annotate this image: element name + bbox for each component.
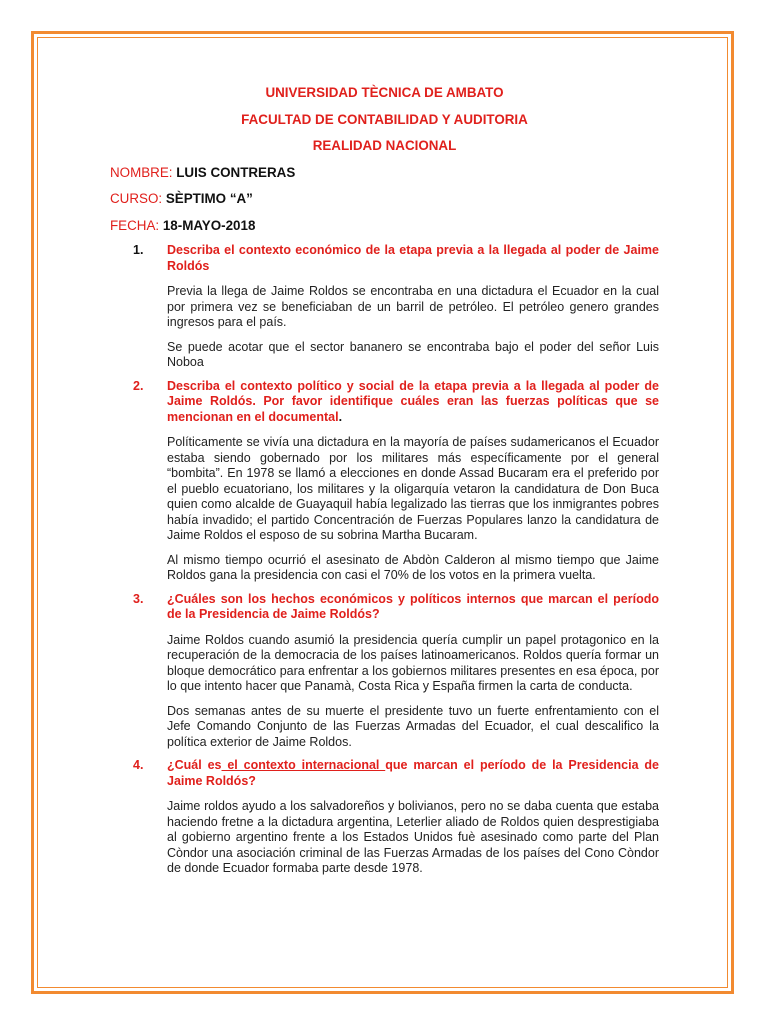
name-label: NOMBRE: bbox=[110, 164, 173, 180]
question-4-number: 4. bbox=[133, 758, 144, 772]
date-field bbox=[110, 217, 659, 235]
answer-3-paragraph-2: Dos semanas antes de su muerte el presidente tuvo un fuerte enfrentamiento con el Jefe Comando Conjunto de las Fuerzas Armadas del Ecuador, el cual descalifico la política exterior de Jaime Roldos. bbox=[167, 703, 659, 749]
question-2 bbox=[110, 379, 659, 426]
answer-4-paragraph-1: Jaime roldos ayudo a los salvadoreños y bolivianos, pero no se daba cuenta que estaba haciendo fretne a la dictadura argentina, Leterlier aliado de Roldos quien desprestigiaba al gobierno argentino frente a los Estados Unidos fuè asesinado como parte del Plan Còndor una asociación criminal de las Fuerzas Armadas de los países del Cono Còndor de donde Ecuador formaba parte desde 1978. bbox=[167, 799, 659, 875]
question-1 bbox=[110, 243, 659, 274]
subject-title: REALIDAD NACIONAL bbox=[312, 138, 457, 153]
question-1-number: 1. bbox=[133, 243, 144, 257]
question-2-number: 2. bbox=[133, 378, 144, 393]
answer-1-paragraph-2: Se puede acotar que el sector bananero se encontraba bajo el poder del señor Luis Noboa bbox=[167, 339, 659, 369]
question-2-text bbox=[167, 379, 659, 426]
question-3-text: ¿Cuáles son los hechos económicos y políticos internos que marcan el período de la Presidencia de Jaime Roldós? bbox=[167, 591, 659, 621]
question-4-underlined: el contexto internacional bbox=[221, 758, 386, 772]
date-value: 18-MAYO-2018 bbox=[162, 217, 256, 233]
course-field bbox=[110, 190, 659, 208]
answer-1-paragraph-1: Previa la llega de Jaime Roldos se encontraba en una dictadura el Ecuador en la cual por primera vez se beneficiaban de un barril de petróleo. El petróleo genero grandes ingresos para el país. bbox=[167, 284, 659, 329]
question-3 bbox=[110, 592, 659, 623]
date-label: FECHA: bbox=[110, 217, 160, 233]
question-1-text: Describa el contexto económico de la etapa previa a la llegada al poder de Jaime Roldós bbox=[167, 243, 659, 273]
question-2-main: Describa el contexto político y social de la etapa previa a la llegada al poder de Jaime Roldós. Por favor identifique cuáles eran las fuerzas políticas que se mencionan en el documental bbox=[167, 378, 659, 424]
course-value: SÈPTIMO “A” bbox=[165, 191, 253, 206]
university-title: UNIVERSIDAD TÈCNICA DE AMBATO bbox=[265, 85, 504, 100]
name-field bbox=[110, 164, 659, 182]
question-4-post: que marcan el período de la Presidencia de Jaime Roldós? bbox=[167, 758, 659, 788]
question-3-number: 3. bbox=[133, 591, 144, 606]
question-4-text bbox=[167, 758, 659, 789]
document-body bbox=[110, 84, 659, 877]
faculty-title: FACULTAD DE CONTABILIDAD Y AUDITORIA bbox=[241, 111, 528, 127]
name-value: LUIS CONTRERAS bbox=[176, 164, 296, 180]
question-2-end: . bbox=[338, 409, 343, 424]
question-4-pre: ¿Cuál es bbox=[167, 758, 222, 772]
question-4 bbox=[110, 758, 659, 789]
answer-2-paragraph-1: Políticamente se vivía una dictadura en la mayoría de países sudamericanos el Ecuador estaba siendo gobernado por los militares más específicamente por el general “bombita”. En 1978 se llamó a elecciones en donde Assad Bucaram era el preferido por el pueblo ecuatoriano, los militares y la oligarquía vetaron la candidatura de Don Buca quien como alcalde de Guayaquil había legalizado las tierras que los inmigrantes pobres había invadido; el partido Concentración de Fuerzas Populares lanzo la candidatura de Jaime Roldos el esposo de su sobrina Martha Bucaram. bbox=[167, 435, 659, 542]
answer-2-paragraph-2: Al mismo tiempo ocurrió el asesinato de Abdòn Calderon al mismo tiempo que Jaime Roldos gana la presidencia con casi el 70% de los votos en la primera vuelta. bbox=[167, 552, 659, 582]
course-label: CURSO: bbox=[110, 191, 163, 206]
answer-3-paragraph-1: Jaime Roldos cuando asumió la presidencia quería cumplir un papel protagonico en la recuperación de la democracia de los países latinoamericanos. Roldos quería formar un bloque democrático para enfrentar a los gobiernos militares presentes en esa época, por lo que intento hacer que Panamà, Costa Rica y España firmen la carta de conducta. bbox=[167, 632, 659, 693]
